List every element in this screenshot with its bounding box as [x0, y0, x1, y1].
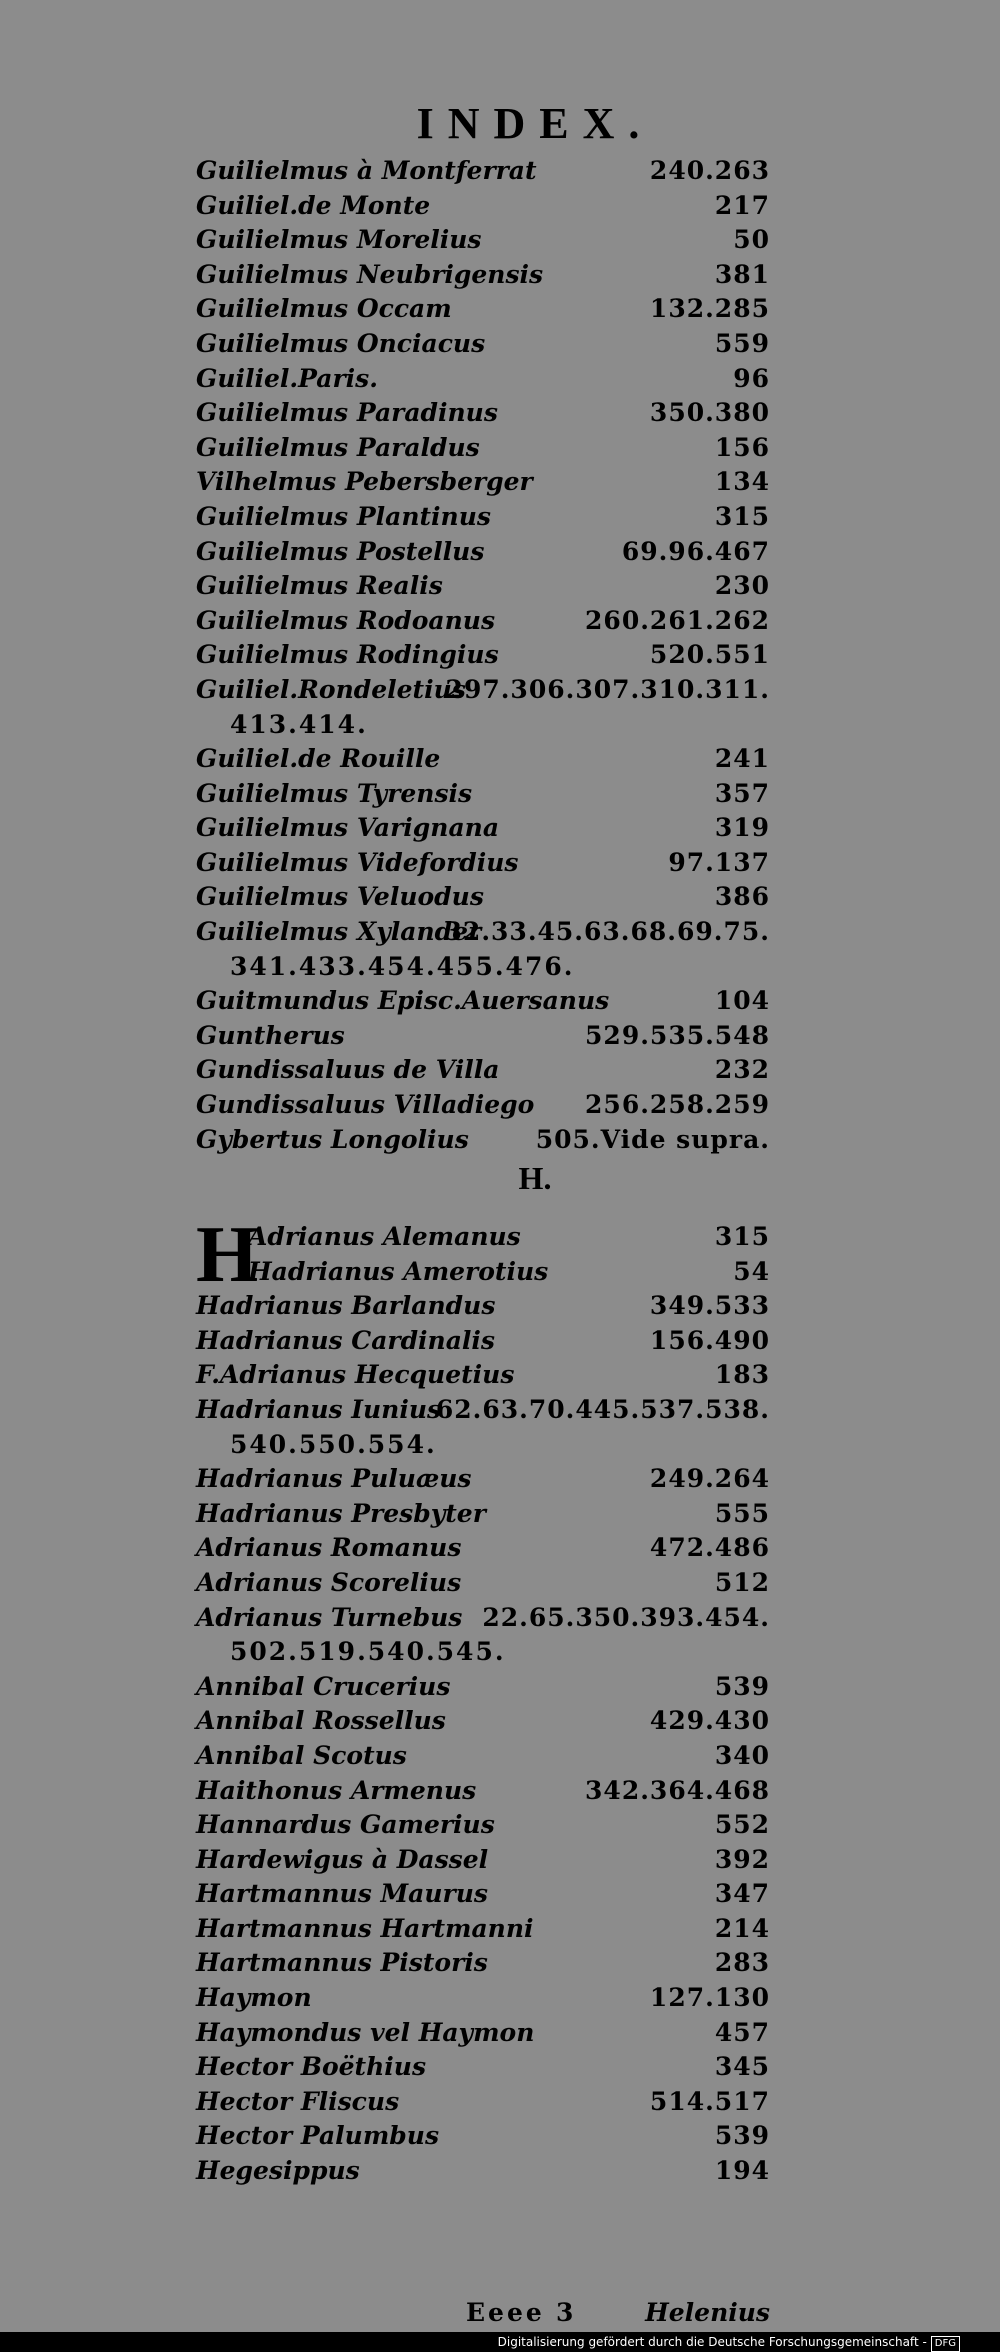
entry-name: 413.414.	[230, 709, 368, 739]
entry-name: Guiliel.de Monte	[196, 190, 431, 220]
entry-name: Guilielmus Varignana	[196, 813, 500, 843]
index-entry	[196, 1088, 770, 1123]
entry-name: Hector Boëthius	[196, 2052, 427, 2082]
index-entry-continuation	[196, 1428, 770, 1463]
entry-name: Annibal Crucerius	[196, 1671, 451, 1701]
index-entry	[196, 1981, 770, 2016]
entry-pages: 512	[714, 1567, 770, 1597]
entry-name: Guilielmus Videfordius	[196, 847, 519, 877]
index-entry	[196, 638, 770, 673]
entry-name: Guilielmus Xylander	[196, 917, 482, 947]
entry-pages: 127.130	[649, 1983, 770, 2013]
entry-name: 540.550.554.	[230, 1429, 437, 1459]
index-entry	[196, 880, 770, 915]
index-entry	[196, 2119, 770, 2154]
index-entry	[196, 1324, 770, 1359]
entry-pages: 54	[733, 1256, 770, 1286]
entry-pages: 134	[714, 467, 770, 497]
index-entry	[196, 189, 770, 224]
signature-mark: Eeee	[466, 2298, 545, 2327]
entry-name: Guilielmus Occam	[196, 294, 452, 324]
index-entry	[196, 396, 770, 431]
entry-pages: 539	[714, 1671, 770, 1701]
entry-pages: 230	[714, 571, 770, 601]
entry-name: Guilielmus Neubrigensis	[196, 259, 544, 289]
entry-pages: 315	[714, 501, 770, 531]
entry-pages: 347	[714, 1879, 770, 1909]
index-entry	[196, 1670, 770, 1705]
index-entry	[196, 327, 770, 362]
entry-name: Guitmundus Episc.Auersanus	[196, 986, 610, 1016]
entry-pages: 50	[733, 225, 770, 255]
index-entry	[196, 1774, 770, 1809]
entry-pages: 350.380	[649, 398, 770, 428]
entry-name: Hegesippus	[196, 2156, 360, 2186]
entry-name: Adrianus Romanus	[196, 1533, 462, 1563]
index-entry	[196, 2085, 770, 2120]
index-entry	[196, 1808, 770, 1843]
index-entry-continuation	[196, 708, 770, 743]
entry-pages: 104	[714, 986, 770, 1016]
entry-name: Guilielmus Realis	[196, 571, 443, 601]
entry-name: Hadrianus Cardinalis	[196, 1325, 495, 1355]
entry-name: Hartmannus Hartmanni	[196, 1913, 534, 1943]
index-entry	[196, 2154, 770, 2189]
entry-pages: 283	[714, 1948, 770, 1978]
index-entry	[196, 362, 770, 397]
signature-number: 3	[556, 2298, 574, 2327]
index-entry	[196, 1220, 770, 1255]
entry-pages: 342.364.468	[585, 1775, 770, 1805]
entry-pages: 357	[714, 778, 770, 808]
entry-name: Adrianus Scorelius	[196, 1567, 462, 1597]
entry-pages: 214	[714, 1913, 770, 1943]
index-entry	[196, 915, 770, 950]
catchword: Helenius	[645, 2298, 770, 2327]
index-entry	[196, 2050, 770, 2085]
entry-pages: 514.517	[649, 2086, 770, 2116]
index-entry	[196, 1053, 770, 1088]
banner-text: Digitalisierung gefördert durch die Deutsche Forschungsgemeinschaft -	[497, 2335, 927, 2349]
entry-name: Hector Palumbus	[196, 2121, 440, 2151]
entry-name: Hadrianus Presbyter	[196, 1498, 486, 1528]
entry-pages: 505.Vide supra.	[535, 1124, 770, 1154]
entry-pages: 319	[714, 813, 770, 843]
entry-pages: 297.306.307.310.311.	[445, 674, 770, 704]
entry-pages: 520.551	[649, 640, 770, 670]
entry-pages: 552	[714, 1810, 770, 1840]
entry-pages: 69.96.467	[621, 536, 770, 566]
index-entry	[196, 1255, 770, 1290]
entry-pages: 194	[714, 2156, 770, 2186]
index-entry	[196, 1912, 770, 1947]
entry-name: Guilielmus à Montferrat	[196, 156, 537, 185]
entry-pages: 183	[714, 1360, 770, 1390]
entry-pages: 392	[714, 1844, 770, 1874]
entry-name: Hadrianus Puluæus	[196, 1464, 472, 1494]
entry-name: Guilielmus Rodingius	[196, 640, 499, 670]
entry-name: Guilielmus Paradinus	[196, 398, 498, 428]
index-entry	[196, 777, 770, 812]
entry-name: 502.519.540.545.	[230, 1637, 506, 1667]
entry-pages: 256.258.259	[585, 1090, 770, 1120]
entry-pages: 217	[714, 190, 770, 220]
entry-name: Gundissaluus Villadiego	[196, 1090, 535, 1120]
index-entry-continuation	[196, 950, 770, 985]
entry-pages: 315	[714, 1222, 770, 1251]
index-entry	[196, 154, 770, 189]
entry-pages: 132.285	[649, 294, 770, 324]
entry-name: Guilielmus Onciacus	[196, 328, 486, 358]
entry-name: Hartmannus Maurus	[196, 1879, 488, 1909]
index-entry	[196, 1393, 770, 1428]
section-letter: H.	[518, 1160, 552, 1196]
index-entry-continuation	[196, 1635, 770, 1670]
index-entry	[196, 1019, 770, 1054]
dfg-logo-icon: DFG	[931, 2336, 960, 2352]
entry-pages: 156.490	[649, 1325, 770, 1355]
entry-pages: 345	[714, 2052, 770, 2082]
running-head: INDEX.	[416, 99, 654, 148]
index-entry	[196, 811, 770, 846]
entry-name: Hannardus Gamerius	[196, 1810, 495, 1840]
index-entry	[196, 1289, 770, 1324]
entry-name: Haithonus Armenus	[196, 1775, 477, 1805]
entry-name: Guilielmus Tyrensis	[196, 778, 473, 808]
drop-cap: H	[196, 1211, 259, 1299]
entry-pages: 249.264	[649, 1464, 770, 1494]
entry-pages: 539	[714, 2121, 770, 2151]
index-entry	[196, 569, 770, 604]
entry-name: Haymondus vel Haymon	[196, 2017, 535, 2047]
index-entry	[196, 2016, 770, 2051]
entry-pages: 62.63.70.445.537.538.	[435, 1394, 770, 1424]
index-entry	[196, 465, 770, 500]
entry-name: Gybertus Longolius	[196, 1124, 469, 1154]
index-entry	[196, 1739, 770, 1774]
index-entry	[196, 258, 770, 293]
entry-name: Gundissaluus de Villa	[196, 1055, 500, 1085]
entry-name: Adrianus Alemanus	[248, 1222, 521, 1251]
entry-pages: 340	[714, 1740, 770, 1770]
index-entry	[196, 846, 770, 881]
index-entry	[196, 742, 770, 777]
index-entry	[196, 1123, 770, 1158]
entry-name: Annibal Rossellus	[196, 1706, 446, 1736]
entry-pages: 529.535.548	[585, 1020, 770, 1050]
entry-pages: 429.430	[649, 1706, 770, 1736]
entry-pages: 349.533	[649, 1291, 770, 1321]
entry-name: Hadrianus Iunius	[196, 1394, 442, 1424]
index-section-g	[196, 154, 770, 1157]
entry-name: Hector Fliscus	[196, 2086, 400, 2116]
index-entry	[196, 1566, 770, 1601]
entry-pages: 32.33.45.63.68.69.75.	[444, 917, 770, 947]
index-entry	[196, 1531, 770, 1566]
index-entry	[196, 604, 770, 639]
index-entry	[196, 1946, 770, 1981]
entry-pages: 457	[714, 2017, 770, 2047]
entry-name: Guilielmus Plantinus	[196, 501, 491, 531]
entry-pages: 559	[714, 328, 770, 358]
entry-pages: 97.137	[668, 847, 770, 877]
entry-pages: 472.486	[649, 1533, 770, 1563]
entry-name: Guiliel.de Rouille	[196, 744, 441, 774]
entry-name: Haymon	[196, 1983, 312, 2013]
index-entry	[196, 535, 770, 570]
entry-pages: 241	[714, 744, 770, 774]
entry-pages: 156	[714, 432, 770, 462]
index-entry	[196, 1358, 770, 1393]
entry-pages: 240.263	[649, 156, 770, 185]
index-entry	[196, 431, 770, 466]
index-section-h	[196, 1211, 770, 2189]
entry-pages: 386	[714, 882, 770, 912]
index-entry	[196, 1462, 770, 1497]
entry-name: Adrianus Turnebus	[196, 1602, 463, 1632]
entry-name: Guntherus	[196, 1020, 345, 1050]
index-entry	[196, 1704, 770, 1739]
entry-pages: 22.65.350.393.454.	[482, 1602, 770, 1632]
entry-name: Hardewigus à Dassel	[196, 1844, 489, 1874]
index-entry	[196, 1601, 770, 1636]
entry-pages: 260.261.262	[585, 605, 770, 635]
entry-pages: 96	[733, 363, 770, 393]
entry-name: F.Adrianus Hecquetius	[196, 1360, 515, 1390]
page-footer	[196, 2298, 770, 2332]
index-entry	[196, 1843, 770, 1878]
entry-name: Guiliel.Paris.	[196, 363, 378, 393]
index-entry	[196, 1877, 770, 1912]
entry-name: Hartmannus Pistoris	[196, 1948, 488, 1978]
index-entry	[196, 1497, 770, 1532]
index-entry	[196, 223, 770, 258]
index-entry	[196, 292, 770, 327]
index-entry	[196, 673, 770, 708]
entry-name: Guiliel.Rondeletius	[196, 674, 466, 704]
entry-name: Hadrianus Amerotius	[248, 1256, 549, 1286]
entry-name: 341.433.454.455.476.	[230, 951, 575, 981]
entry-name: Guilielmus Postellus	[196, 536, 485, 566]
entry-name: Guilielmus Paraldus	[196, 432, 480, 462]
entry-pages: 555	[714, 1498, 770, 1528]
entry-name: Vilhelmus Pebersberger	[196, 467, 533, 497]
index-entry	[196, 984, 770, 1019]
entry-pages: 232	[714, 1055, 770, 1085]
entry-name: Annibal Scotus	[196, 1740, 407, 1770]
entry-name: Guilielmus Morelius	[196, 225, 482, 255]
entry-name: Guilielmus Rodoanus	[196, 605, 496, 635]
index-entry	[196, 500, 770, 535]
entry-name: Guilielmus Veluodus	[196, 882, 484, 912]
digitization-banner	[0, 2332, 1000, 2352]
entry-name: Hadrianus Barlandus	[196, 1291, 496, 1321]
entry-pages: 381	[714, 259, 770, 289]
